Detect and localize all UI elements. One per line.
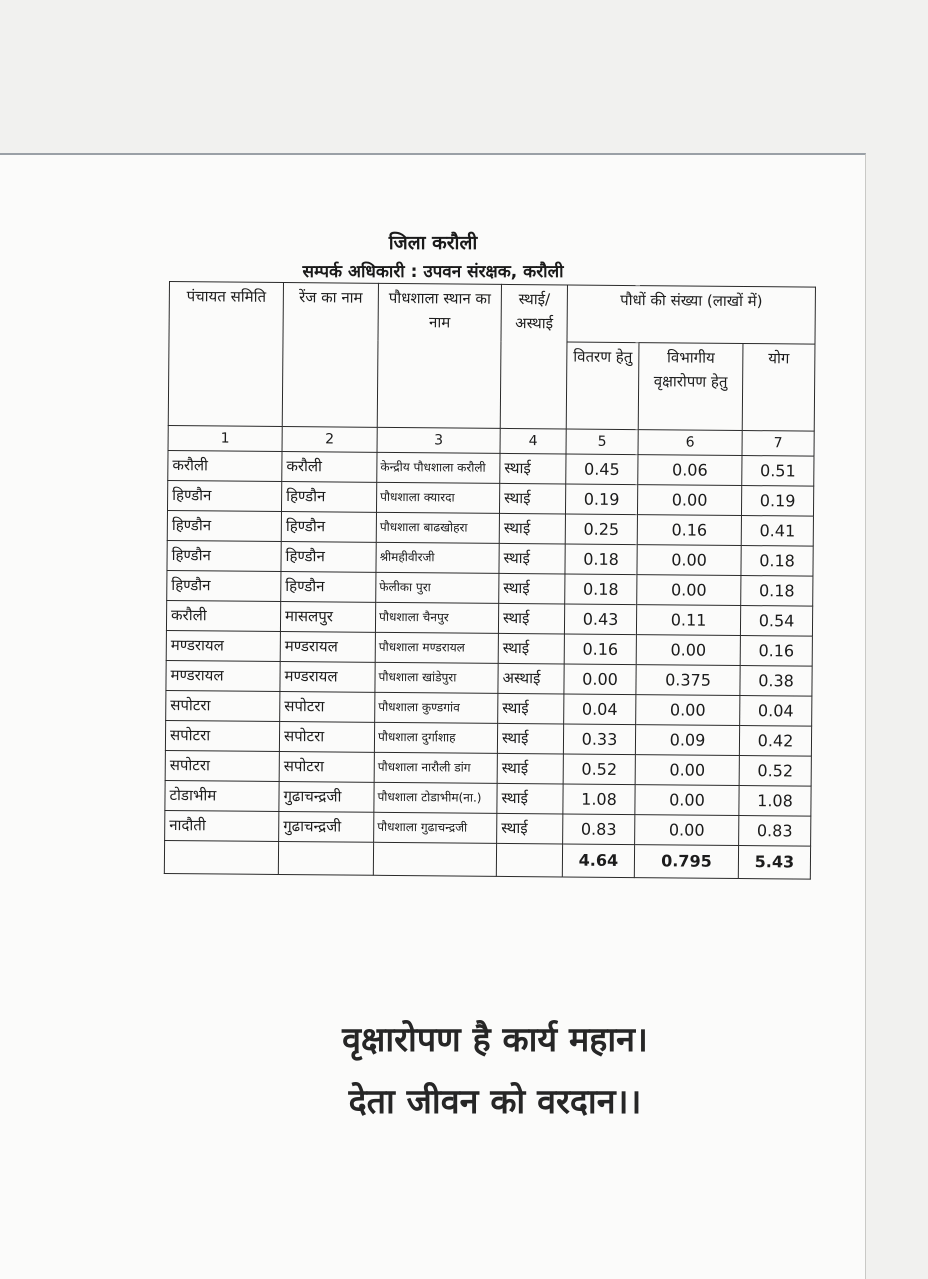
departmental-cell: 0.06	[638, 455, 742, 486]
panchayat-cell: करौली	[166, 600, 280, 631]
departmental-cell: 0.00	[635, 815, 739, 846]
slogan-line-1: वृक्षारोपण है कार्य महान।	[342, 1020, 648, 1060]
total-cell: 0.19	[741, 486, 813, 517]
header-distribution: वितरण हेतु	[566, 342, 639, 430]
departmental-cell: 0.00	[637, 485, 741, 516]
distribution-cell: 0.18	[565, 544, 637, 575]
slogan-line-2: देता जीवन को वरदान।।	[348, 1082, 642, 1122]
distribution-cell: 0.83	[563, 814, 635, 845]
distribution-cell: 0.16	[564, 634, 636, 665]
panchayat-cell: हिण्डौन	[167, 480, 281, 511]
header-departmental: विभागीय वृक्षारोपण हेतु	[638, 343, 743, 431]
distribution-cell: 0.45	[566, 454, 638, 485]
departmental-cell: 0.00	[635, 785, 739, 816]
departmental-cell: 0.00	[637, 545, 741, 576]
nursery-cell: केन्द्रीय पौधशाला करौली	[377, 452, 500, 483]
total-cell: 0.16	[740, 636, 812, 667]
empty-cell	[496, 843, 562, 877]
distribution-cell: 0.19	[565, 484, 637, 515]
type-cell: स्थाई	[497, 753, 563, 784]
column-number: 2	[282, 426, 377, 452]
range-cell: गुढाचन्द्रजी	[279, 781, 374, 812]
type-cell: स्थाई	[499, 573, 565, 604]
column-number: 4	[500, 428, 566, 454]
type-cell: अस्थाई	[498, 663, 564, 694]
nursery-cell: पौधशाला चैनपुर	[375, 602, 498, 633]
total-cell: 0.04	[740, 695, 812, 726]
distribution-cell: 0.18	[565, 574, 637, 605]
departmental-cell: 0.09	[635, 725, 739, 756]
panchayat-cell: सपोटरा	[165, 750, 279, 781]
range-cell: हिण्डौन	[281, 541, 376, 572]
header-type: स्थाई/ अस्थाई	[500, 284, 567, 429]
type-cell: स्थाई	[498, 693, 564, 724]
range-cell: मण्डरायल	[280, 631, 375, 662]
range-cell: हिण्डौन	[281, 511, 376, 542]
total-cell: 0.42	[739, 725, 811, 756]
total-cell: 0.51	[742, 456, 814, 487]
nursery-cell: पौधशाला टोडाभीम(ना.)	[374, 782, 497, 813]
totals-row	[164, 840, 810, 879]
total-cell: 0.54	[740, 606, 812, 637]
total-cell: 0.41	[741, 516, 813, 547]
type-cell: स्थाई	[499, 483, 565, 514]
column-number: 7	[742, 431, 814, 457]
nursery-cell: पौधशाला गुढाचन्द्रजी	[374, 812, 497, 843]
range-cell: गुढाचन्द्रजी	[279, 811, 374, 842]
range-cell: हिण्डौन	[281, 571, 376, 602]
nursery-cell: पौधशाला दुर्गाशाह	[374, 722, 497, 753]
header-plants-count: पौधों की संख्या (लाखों में)	[567, 285, 816, 344]
total-cell: 1.08	[739, 785, 811, 816]
departmental-cell: 0.11	[636, 605, 740, 636]
range-cell: हिण्डौन	[281, 481, 376, 512]
nursery-cell: पौधशाला मण्डरायल	[375, 632, 498, 663]
distribution-cell: 0.04	[564, 694, 636, 725]
nursery-cell: पौधशाला नारौली डांग	[374, 752, 497, 783]
total-cell: 0.18	[741, 546, 813, 577]
nursery-table	[164, 281, 816, 880]
panchayat-cell: हिण्डौन	[167, 540, 281, 571]
type-cell: स्थाई	[497, 723, 563, 754]
total-value-cell: 4.64	[562, 844, 634, 878]
empty-cell	[373, 842, 496, 876]
total-cell: 0.52	[739, 755, 811, 786]
type-cell: स्थाई	[497, 783, 563, 814]
panchayat-cell: मण्डरायल	[166, 630, 280, 661]
departmental-cell: 0.375	[636, 665, 740, 696]
range-cell: मासलपुर	[280, 601, 375, 632]
total-cell: 0.18	[741, 576, 813, 607]
district-title: जिला करौली	[388, 232, 478, 254]
range-cell: सपोटरा	[279, 751, 374, 782]
panchayat-cell: नादौती	[165, 810, 279, 841]
type-cell: स्थाई	[499, 513, 565, 544]
range-cell: सपोटरा	[279, 721, 374, 752]
distribution-cell: 1.08	[563, 784, 635, 815]
total-cell: 0.83	[739, 815, 811, 846]
column-number: 6	[638, 430, 742, 456]
distribution-cell: 0.43	[564, 604, 636, 635]
panchayat-cell: सपोटरा	[165, 720, 279, 751]
total-cell: 0.38	[740, 665, 812, 696]
departmental-cell: 0.00	[637, 575, 741, 606]
column-number: 5	[566, 429, 638, 455]
panchayat-cell: करौली	[168, 450, 282, 481]
header-range: रेंज का नाम	[282, 282, 378, 427]
nursery-cell: श्रीमहीवीरजी	[376, 542, 499, 573]
nursery-cell: फेलीका पुरा	[376, 572, 499, 603]
type-cell: स्थाई	[500, 453, 566, 484]
column-number: 3	[377, 427, 500, 453]
type-cell: स्थाई	[498, 603, 564, 634]
distribution-cell: 0.25	[565, 514, 637, 545]
contact-officer-title: सम्पर्क अधिकारी : उपवन संरक्षक, करौली	[302, 262, 564, 282]
panchayat-cell: टोडाभीम	[165, 780, 279, 811]
type-cell: स्थाई	[498, 633, 564, 664]
range-cell: सपोटरा	[280, 691, 375, 722]
distribution-cell: 0.33	[563, 724, 635, 755]
departmental-cell: 0.00	[636, 695, 740, 726]
nursery-cell: पौधशाला खांडेपुरा	[375, 662, 498, 693]
departmental-cell: 0.00	[636, 635, 740, 666]
empty-cell	[164, 840, 278, 874]
distribution-cell: 0.52	[563, 754, 635, 785]
panchayat-cell: सपोटरा	[166, 690, 280, 721]
range-cell: मण्डरायल	[280, 661, 375, 692]
type-cell: स्थाई	[497, 813, 563, 844]
departmental-cell: 0.00	[635, 755, 739, 786]
total-value-cell: 5.43	[738, 845, 810, 879]
empty-cell	[278, 841, 373, 875]
header-total: योग	[742, 344, 815, 432]
distribution-cell: 0.00	[564, 664, 636, 695]
range-cell: करौली	[282, 451, 377, 482]
total-value-cell: 0.795	[634, 845, 738, 879]
panchayat-cell: हिण्डौन	[167, 510, 281, 541]
document-page	[0, 153, 866, 1279]
header-nursery: पौधशाला स्थान का नाम	[377, 283, 501, 428]
panchayat-cell: मण्डरायल	[166, 660, 280, 691]
nursery-cell: पौधशाला क्यारदा	[376, 482, 499, 513]
header-panchayat: पंचायत समिति	[168, 282, 283, 427]
nursery-cell: पौधशाला कुण्डगांव	[375, 692, 498, 723]
type-cell: स्थाई	[499, 543, 565, 574]
panchayat-cell: हिण्डौन	[167, 570, 281, 601]
departmental-cell: 0.16	[637, 515, 741, 546]
column-number: 1	[168, 425, 282, 451]
nursery-cell: पौधशाला बाढखोहरा	[376, 512, 499, 543]
